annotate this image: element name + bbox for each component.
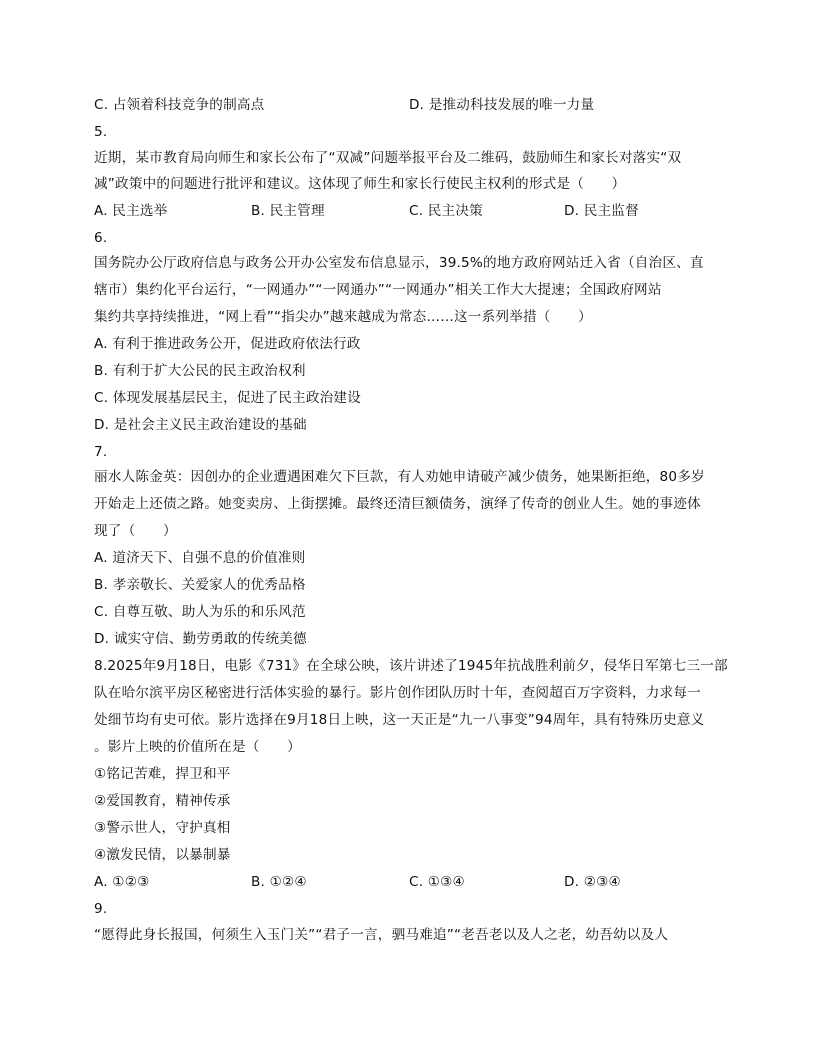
q6-option-a: A. 有利于推进政务公开，促进政府依法行政 — [94, 336, 361, 352]
q7-option-a: A. 道济天下、自强不息的价值准则 — [94, 550, 306, 566]
q8-item-4: ④激发民情，以暴制暴 — [94, 847, 231, 863]
q4-option-d: D. 是推动科技发展的唯一力量 — [409, 97, 595, 113]
q5-stem-line-1: 近期，某市教育局向师生和家长公布了“双减”问题举报平台及二维码，鼓励师生和家长对落实“双 — [94, 150, 682, 166]
q7-number: 7. — [94, 444, 108, 460]
q8-option-b: B. ①②④ — [251, 874, 307, 890]
q5-option-c: C. 民主决策 — [409, 203, 483, 219]
q6-option-b: B. 有利于扩大公民的民主政治权利 — [94, 363, 306, 379]
q6-stem-line-3: 集约共享持续推进，“网上看”“指尖办”越来越成为常态……这一系列举措（ ） — [94, 309, 592, 325]
q6-stem-line-2: 辖市）集约化平台运行，“一网通办”“一网通办”“一网通办”相关工作大大提速；全国政府网站 — [94, 282, 662, 298]
q7-option-d: D. 诚实守信、勤劳勇敢的传统美德 — [94, 631, 307, 647]
q6-stem-line-1: 国务院办公厅政府信息与政务公开办公室发布信息显示，39.5%的地方政府网站迁入省（自治区、直 — [94, 255, 704, 271]
q6-option-d: D. 是社会主义民主政治建设的基础 — [94, 417, 307, 433]
q8-stem-line-1: 8.2025年9月18日，电影《731》在全球公映，该片讲述了1945年抗战胜利前夕，侵华日军第七三一部 — [94, 658, 728, 674]
q7-stem-line-3: 现了（ ） — [94, 523, 177, 539]
q5-stem-line-2: 减”政策中的问题进行批评和建议。这体现了师生和家长行使民主权利的形式是（ ） — [94, 176, 626, 192]
q6-option-c: C. 体现发展基层民主，促进了民主政治建设 — [94, 390, 362, 406]
q9-number: 9. — [94, 901, 108, 917]
q8-option-d: D. ②③④ — [564, 874, 621, 890]
q8-item-1: ①铭记苦难，捍卫和平 — [94, 766, 231, 782]
q5-option-d: D. 民主监督 — [564, 203, 639, 219]
q8-option-a: A. ①②③ — [94, 874, 150, 890]
q8-item-2: ②爱国教育，精神传承 — [94, 793, 231, 809]
q5-option-a: A. 民主选举 — [94, 203, 168, 219]
q4-option-c: C. 占领着科技竞争的制高点 — [94, 97, 265, 113]
q8-stem-line-4: 。影片上映的价值所在是（ ） — [94, 739, 301, 755]
q8-stem-line-2: 队在哈尔滨平房区秘密进行活体实验的暴行。影片创作团队历时十年，查阅超百万字资料，力求每一 — [94, 685, 701, 701]
q5-option-b: B. 民主管理 — [251, 203, 325, 219]
q8-stem-line-3: 处细节均有史可依。影片选择在9月18日上映，这一天正是“九一八事变”94周年，具有特殊历史意义 — [94, 712, 705, 728]
q8-option-c: C. ①③④ — [409, 874, 465, 890]
q8-item-3: ③警示世人，守护真相 — [94, 820, 231, 836]
q5-number: 5. — [94, 124, 108, 140]
q7-stem-line-1: 丽水人陈金英：因创办的企业遭遇困难欠下巨款，有人劝她申请破产减少债务，她果断拒绝，80多岁 — [94, 469, 705, 485]
q6-number: 6. — [94, 230, 108, 246]
q7-option-c: C. 自尊互敬、助人为乐的和乐风范 — [94, 604, 306, 620]
q7-option-b: B. 孝亲敬长、关爱家人的优秀品格 — [94, 577, 306, 593]
q9-stem-line-1: “愿得此身长报国，何须生入玉门关”“君子一言，驷马难追”“老吾老以及人之老，幼吾幼以及人 — [94, 927, 669, 943]
q7-stem-line-2: 开始走上还债之路。她变卖房、上街摆摊。最终还清巨额债务，演绎了传奇的创业人生。她的事迹体 — [94, 496, 701, 512]
